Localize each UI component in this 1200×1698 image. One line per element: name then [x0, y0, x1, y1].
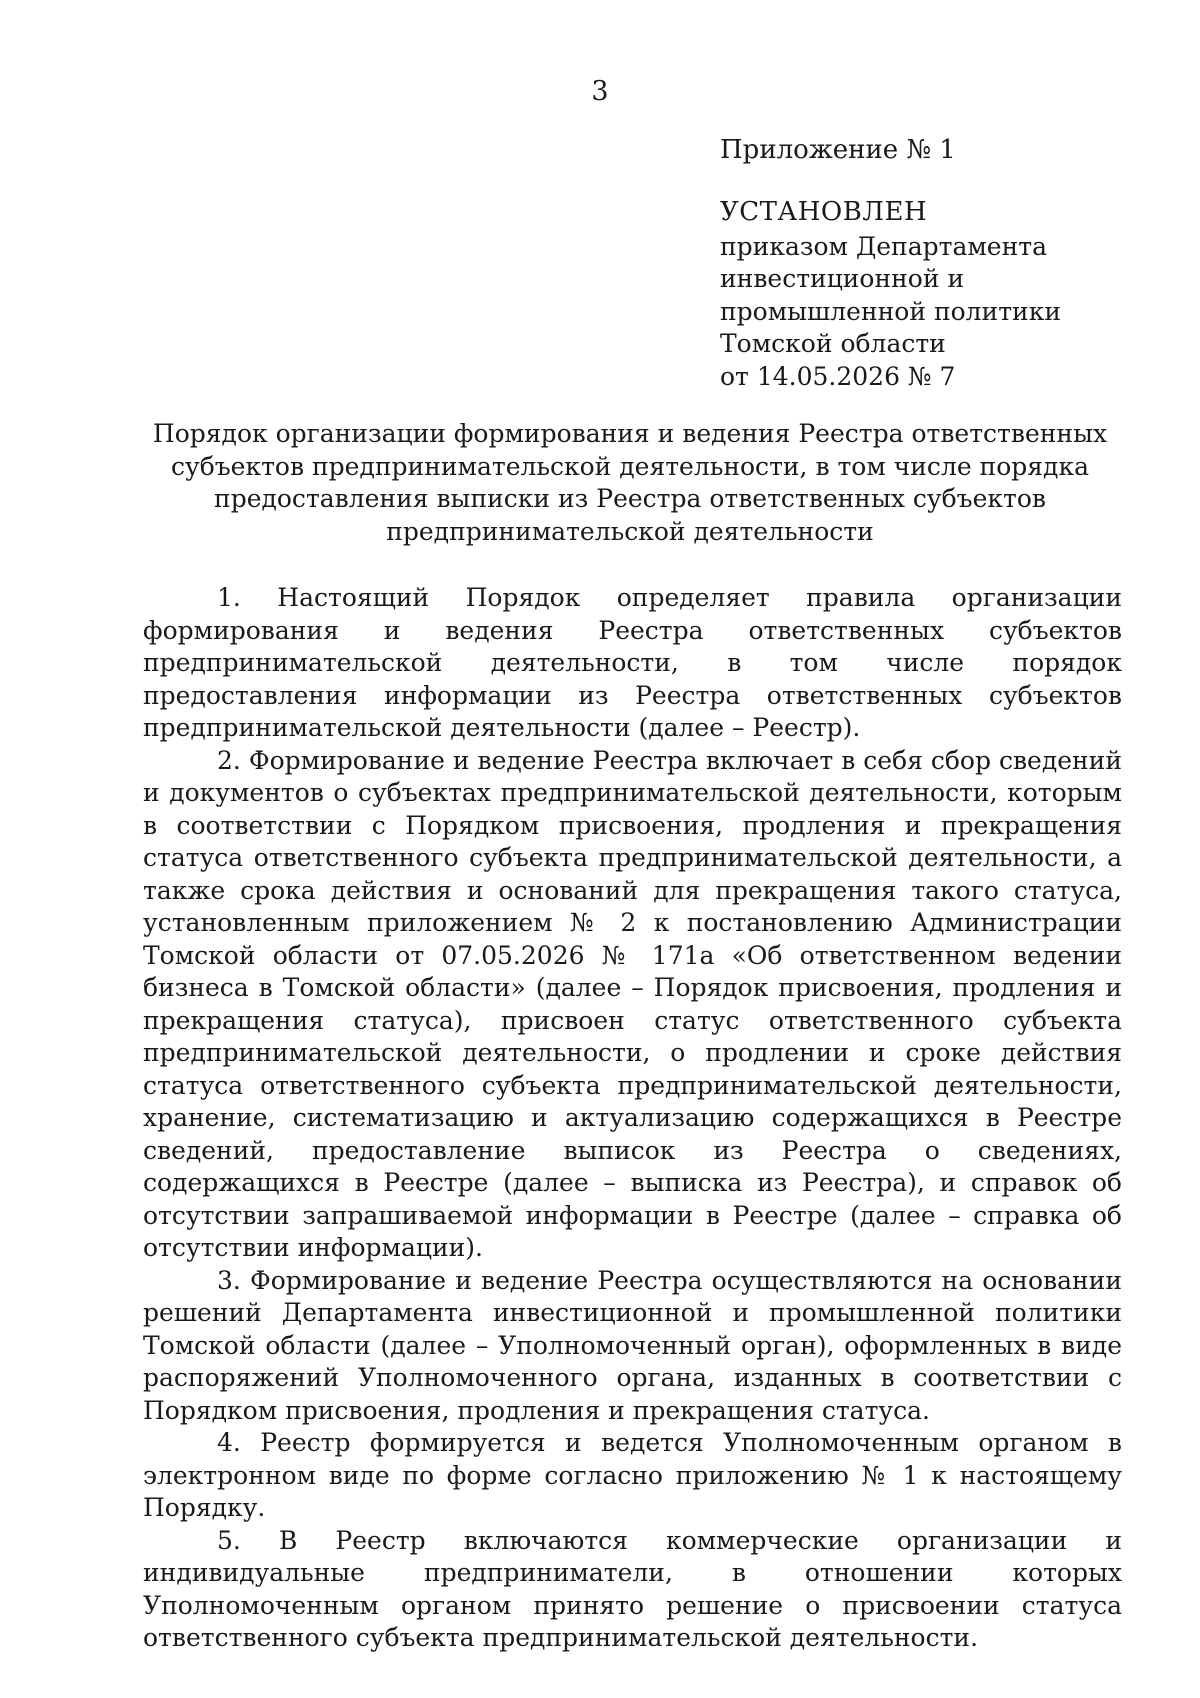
- approval-line: приказом Департамента: [720, 231, 1048, 261]
- paragraph-4: 4. Реестр формируется и ведется Уполномоченным органом в электронном виде по форме согласно приложению № 1 к настоящему Порядку.: [143, 1428, 1122, 1522]
- annex-label: Приложение № 1: [720, 135, 956, 165]
- document-title: [150, 418, 1110, 548]
- title-line: предпринимательской деятельности: [386, 516, 874, 546]
- page-number: 3: [591, 76, 609, 107]
- approval-line: от 14.05.2026 № 7: [720, 361, 956, 391]
- title-line: предоставления выписки из Реестра ответственных субъектов: [214, 484, 1046, 513]
- approval-line: промышленной политики: [720, 296, 1062, 326]
- title-line: Порядок организации формирования и ведения Реестра ответственных: [152, 419, 1108, 448]
- approval-heading: УСТАНОВЛЕН: [720, 197, 928, 227]
- approval-line: инвестиционной и: [720, 264, 965, 293]
- paragraph-3: 3. Формирование и ведение Реестра осуществляются на основании решений Департамента инвестиционной и промышленной политики Томской области (далее – Уполномоченный орган), оформленных в виде распоряжений Уполномоченного органа, изданных в соответствии с Порядком присвоения, продления и прекращения статуса.: [143, 1265, 1122, 1425]
- title-line: субъектов предпринимательской деятельности, в том числе порядка: [171, 451, 1089, 481]
- paragraph-2: 2. Формирование и ведение Реестра включает в себя сбор сведений и документов о субъектах предпринимательской деятельности, которым в соответствии с Порядком присвоения, продления и прекращения статуса ответственного субъекта предпринимательской деятельности, а также срока действия и оснований для прекращения такого статуса, установленным приложением № 2 к постановлению Администрации Томской области от 07.05.2026 № 171а «Об ответственном ведении бизнеса в Томской области» (далее – Порядок присвоения, продления и прекращения статуса), присвоен статус ответственного субъекта предпринимательской деятельности, о продлении и сроке действия статуса ответственного субъекта предпринимательской деятельности, хранение, систематизацию и актуализацию содержащихся в Реестре сведений, предоставление выписок из Реестра о сведениях, содержащихся в Реестре (далее – выписка из Реестра), и справок об отсутствии запрашиваемой информации в Реестре (далее – справка об отсутствии информации).: [143, 745, 1122, 1262]
- paragraph-1: 1. Настоящий Порядок определяет правила организации формирования и ведения Реестра ответственных субъектов предпринимательской деятельности, в том числе порядок предоставления информации из Реестра ответственных субъектов предпринимательской деятельности (далее – Реестр).: [143, 583, 1122, 742]
- paragraph-5: 5. В Реестр включаются коммерческие организации и индивидуальные предприниматели, в отношении которых Уполномоченным органом принято решение о присвоении статуса ответственного субъекта предпринимательской деятельности.: [143, 1525, 1122, 1652]
- document-body: [143, 582, 1122, 1655]
- approval-block: [720, 196, 1160, 393]
- approval-line: Томской области: [720, 329, 946, 358]
